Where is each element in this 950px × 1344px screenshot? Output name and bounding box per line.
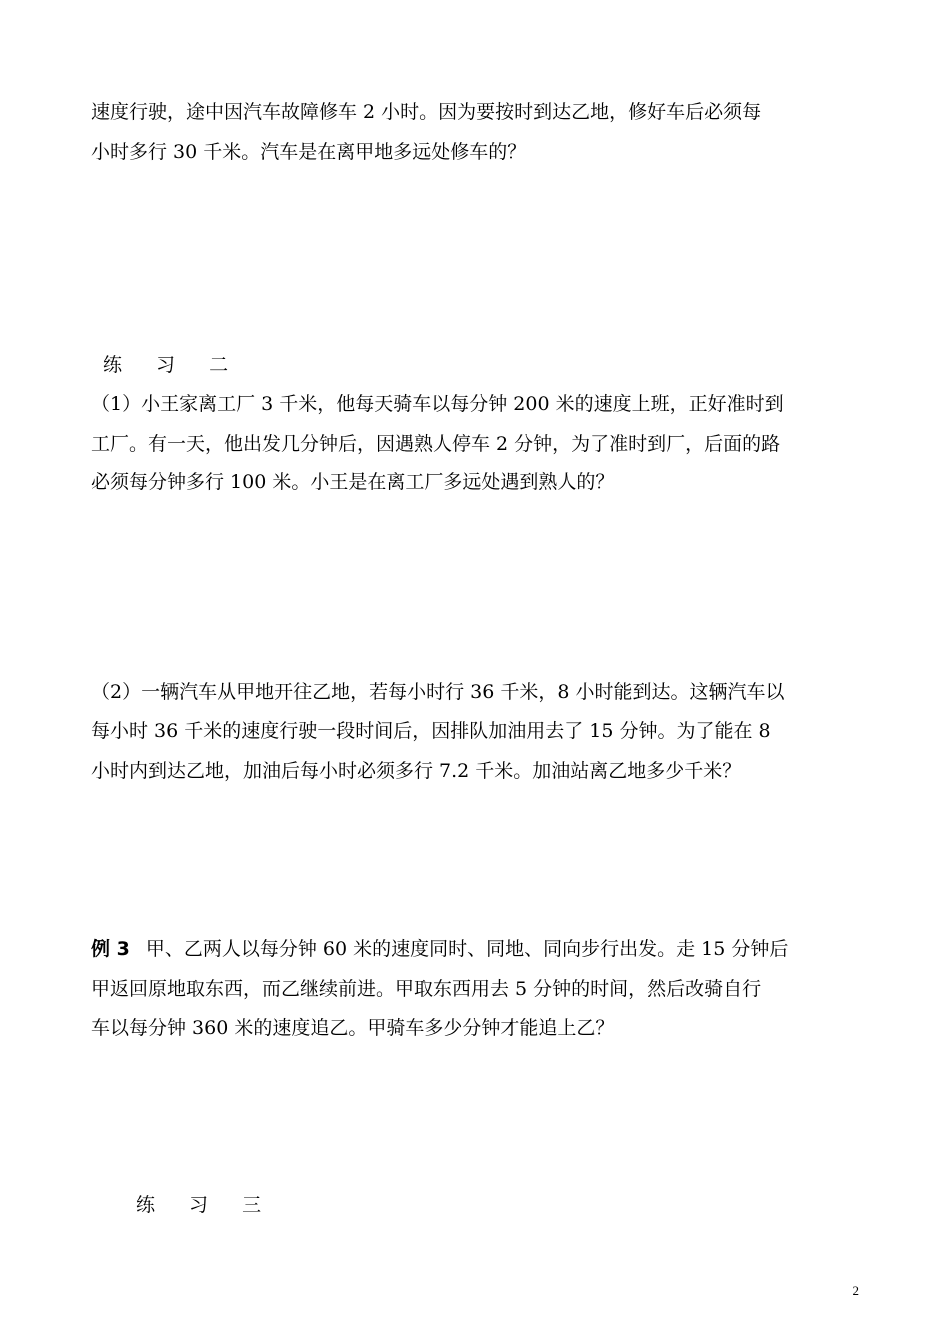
practice-2-q1-line-1: （1）小王家离工厂 3 千米，他每天骑车以每分钟 200 米的速度上班，正好准时到 [91, 393, 784, 415]
practice-2-q1-line-2: 工厂。有一天，他出发几分钟后，因遇熟人停车 2 分钟，为了准时到厂，后面的路 [91, 433, 781, 455]
example-3-line-3: 车以每分钟 360 米的速度追乙。甲骑车多少分钟才能追上乙？ [91, 1017, 615, 1039]
intro-line-2: 小时多行 30 千米。汽车是在离甲地多远处修车的？ [91, 141, 527, 163]
practice-2-q2-line-1: （2）一辆汽车从甲地开往乙地，若每小时行 36 千米，8 小时能到达。这辆汽车以 [91, 681, 785, 703]
intro-line-1: 速度行驶，途中因汽车故障修车 2 小时。因为要按时到达乙地，修好车后必须每 [91, 101, 762, 123]
page-number: 2 [852, 1283, 859, 1298]
example-3-text-1: 甲、乙两人以每分钟 60 米的速度同时、同地、同向步行出发。走 15 分钟后 [145, 938, 789, 960]
example-3-line-2: 甲返回原地取东西，而乙继续前进。甲取东西用去 5 分钟的时间，然后改骑自行 [91, 978, 762, 1000]
practice-2-q2-line-3: 小时内到达乙地，加油后每小时必须多行 7.2 千米。加油站离乙地多少千米？ [91, 760, 742, 782]
practice-3-heading: 练 习 三 [136, 1194, 276, 1216]
practice-2-q2-line-2: 每小时 36 千米的速度行驶一段时间后，因排队加油用去了 15 分钟。为了能在 8 [91, 720, 771, 742]
practice-2-heading: 练 习 二 [103, 354, 243, 376]
example-3-label: 例 3 [91, 938, 130, 960]
example-3-line-1 [91, 937, 788, 961]
practice-2-q1-line-3: 必须每分钟多行 100 米。小王是在离工厂多远处遇到熟人的？ [91, 471, 615, 493]
